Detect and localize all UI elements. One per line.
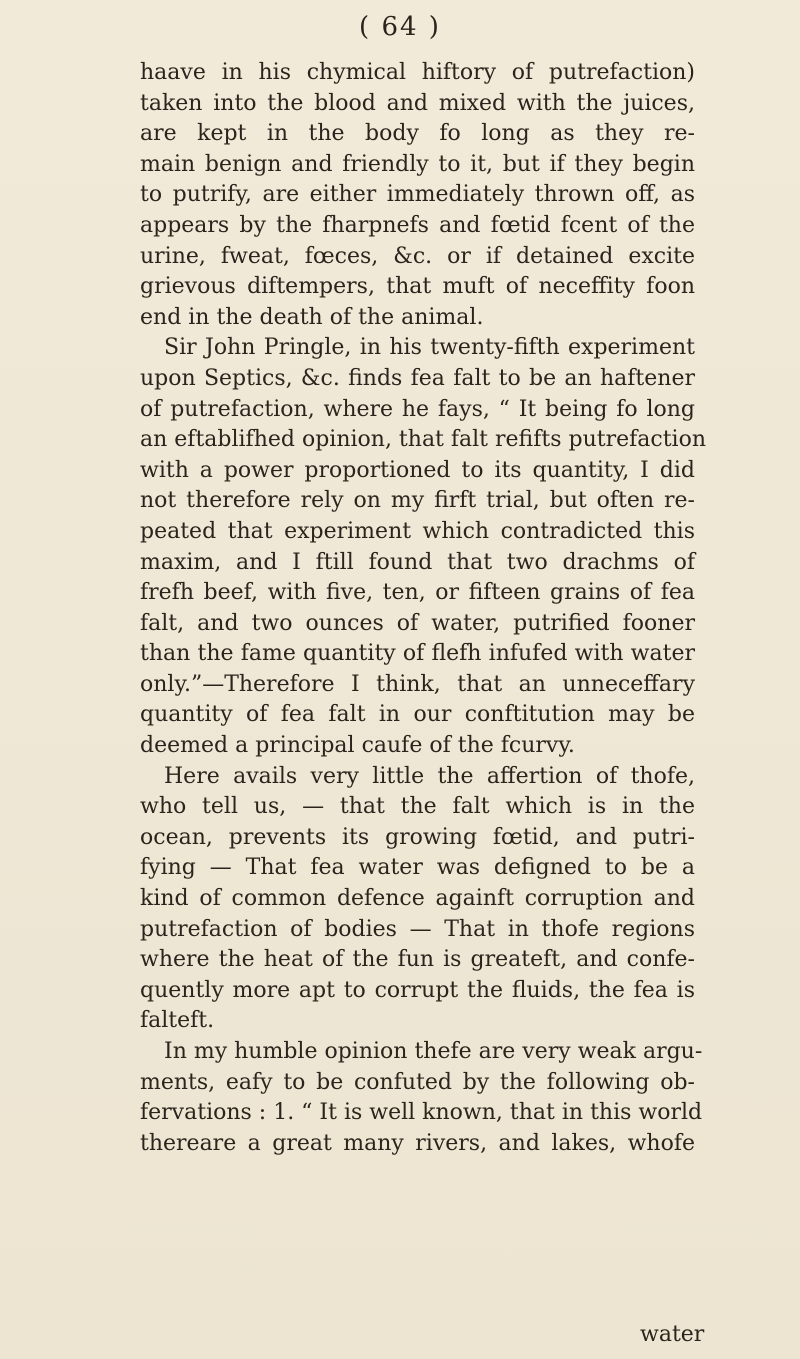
text-line: fying — That fea water was defigned to be a: [140, 855, 695, 881]
text-line: deemed a principal caufe of the fcurvy.: [140, 733, 575, 759]
catchword: water: [640, 1322, 705, 1347]
text-line: falteft.: [140, 1008, 215, 1034]
text-line: only.”—Therefore I think, that an unneceffary: [140, 671, 695, 697]
text-line: fervations : 1. “ It is well known, that in this world: [140, 1100, 703, 1126]
text-line: kind of common defence againft corruption and: [140, 886, 695, 912]
text-line: of putrefaction, where he fays, “ It being fo long: [140, 396, 695, 422]
text-line: Sir John Pringle, in his twenty-fifth experiment: [164, 335, 695, 361]
text-line: an eftablifhed opinion, that falt refifts putrefaction: [140, 427, 706, 453]
text-line: falt, and two ounces of water, putrified fooner: [140, 610, 695, 636]
text-line: urine, fweat, fœces, &c. or if detained excite: [140, 243, 695, 269]
text-line: haave in his chymical hiftory of putrefaction): [140, 60, 695, 85]
body-text: [140, 58, 706, 1159]
page-number: ( 64 ): [359, 12, 441, 42]
text-line: peated that experiment which contradicted this: [140, 518, 695, 544]
text-line: ocean, prevents its growing fœtid, and putri-: [140, 824, 695, 850]
text-line: putrefaction of bodies — That in thofe regions: [140, 916, 695, 942]
text-line: than the fame quantity of flefh infufed with water: [140, 641, 695, 667]
text-line: maxim, and I ftill found that two drachms of: [140, 549, 695, 575]
text-line: taken into the blood and mixed with the juices,: [140, 90, 695, 116]
text-line: quently more apt to corrupt the fluids, the fea is: [140, 977, 695, 1003]
text-line: upon Septics, &c. finds fea falt to be an haftener: [140, 365, 695, 391]
text-line: Here avails very little the affertion of thofe,: [164, 763, 695, 789]
text-line: where the heat of the fun is greateft, and confe-: [140, 947, 695, 973]
text-line: who tell us, — that the falt which is in the: [140, 794, 695, 820]
text-line: frefh beef, with five, ten, or fifteen grains of fea: [140, 580, 695, 606]
text-line: appears by the fharpnefs and fœtid fcent of the: [140, 212, 695, 238]
text-line: with a power proportioned to its quantity, I did: [140, 457, 695, 483]
text-line: to putrify, are either immediately thrown off, as: [140, 182, 695, 208]
text-line: not therefore rely on my firft trial, but often re-: [140, 488, 695, 514]
text-line: are kept in the body fo long as they re-: [140, 121, 695, 147]
text-line: end in the death of the animal.: [140, 304, 484, 330]
text-line: main benign and friendly to it, but if they begin: [140, 151, 695, 177]
text-line: thereare a great many rivers, and lakes, whofe: [140, 1130, 695, 1156]
text-line: In my humble opinion thefe are very weak argu-: [164, 1039, 703, 1064]
text-line: ments, eafy to be confuted by the following ob-: [140, 1069, 695, 1095]
text-line: grievous diftempers, that muft of neceffity foon: [140, 274, 695, 300]
text-line: quantity of fea falt in our conftitution may be: [140, 702, 695, 728]
